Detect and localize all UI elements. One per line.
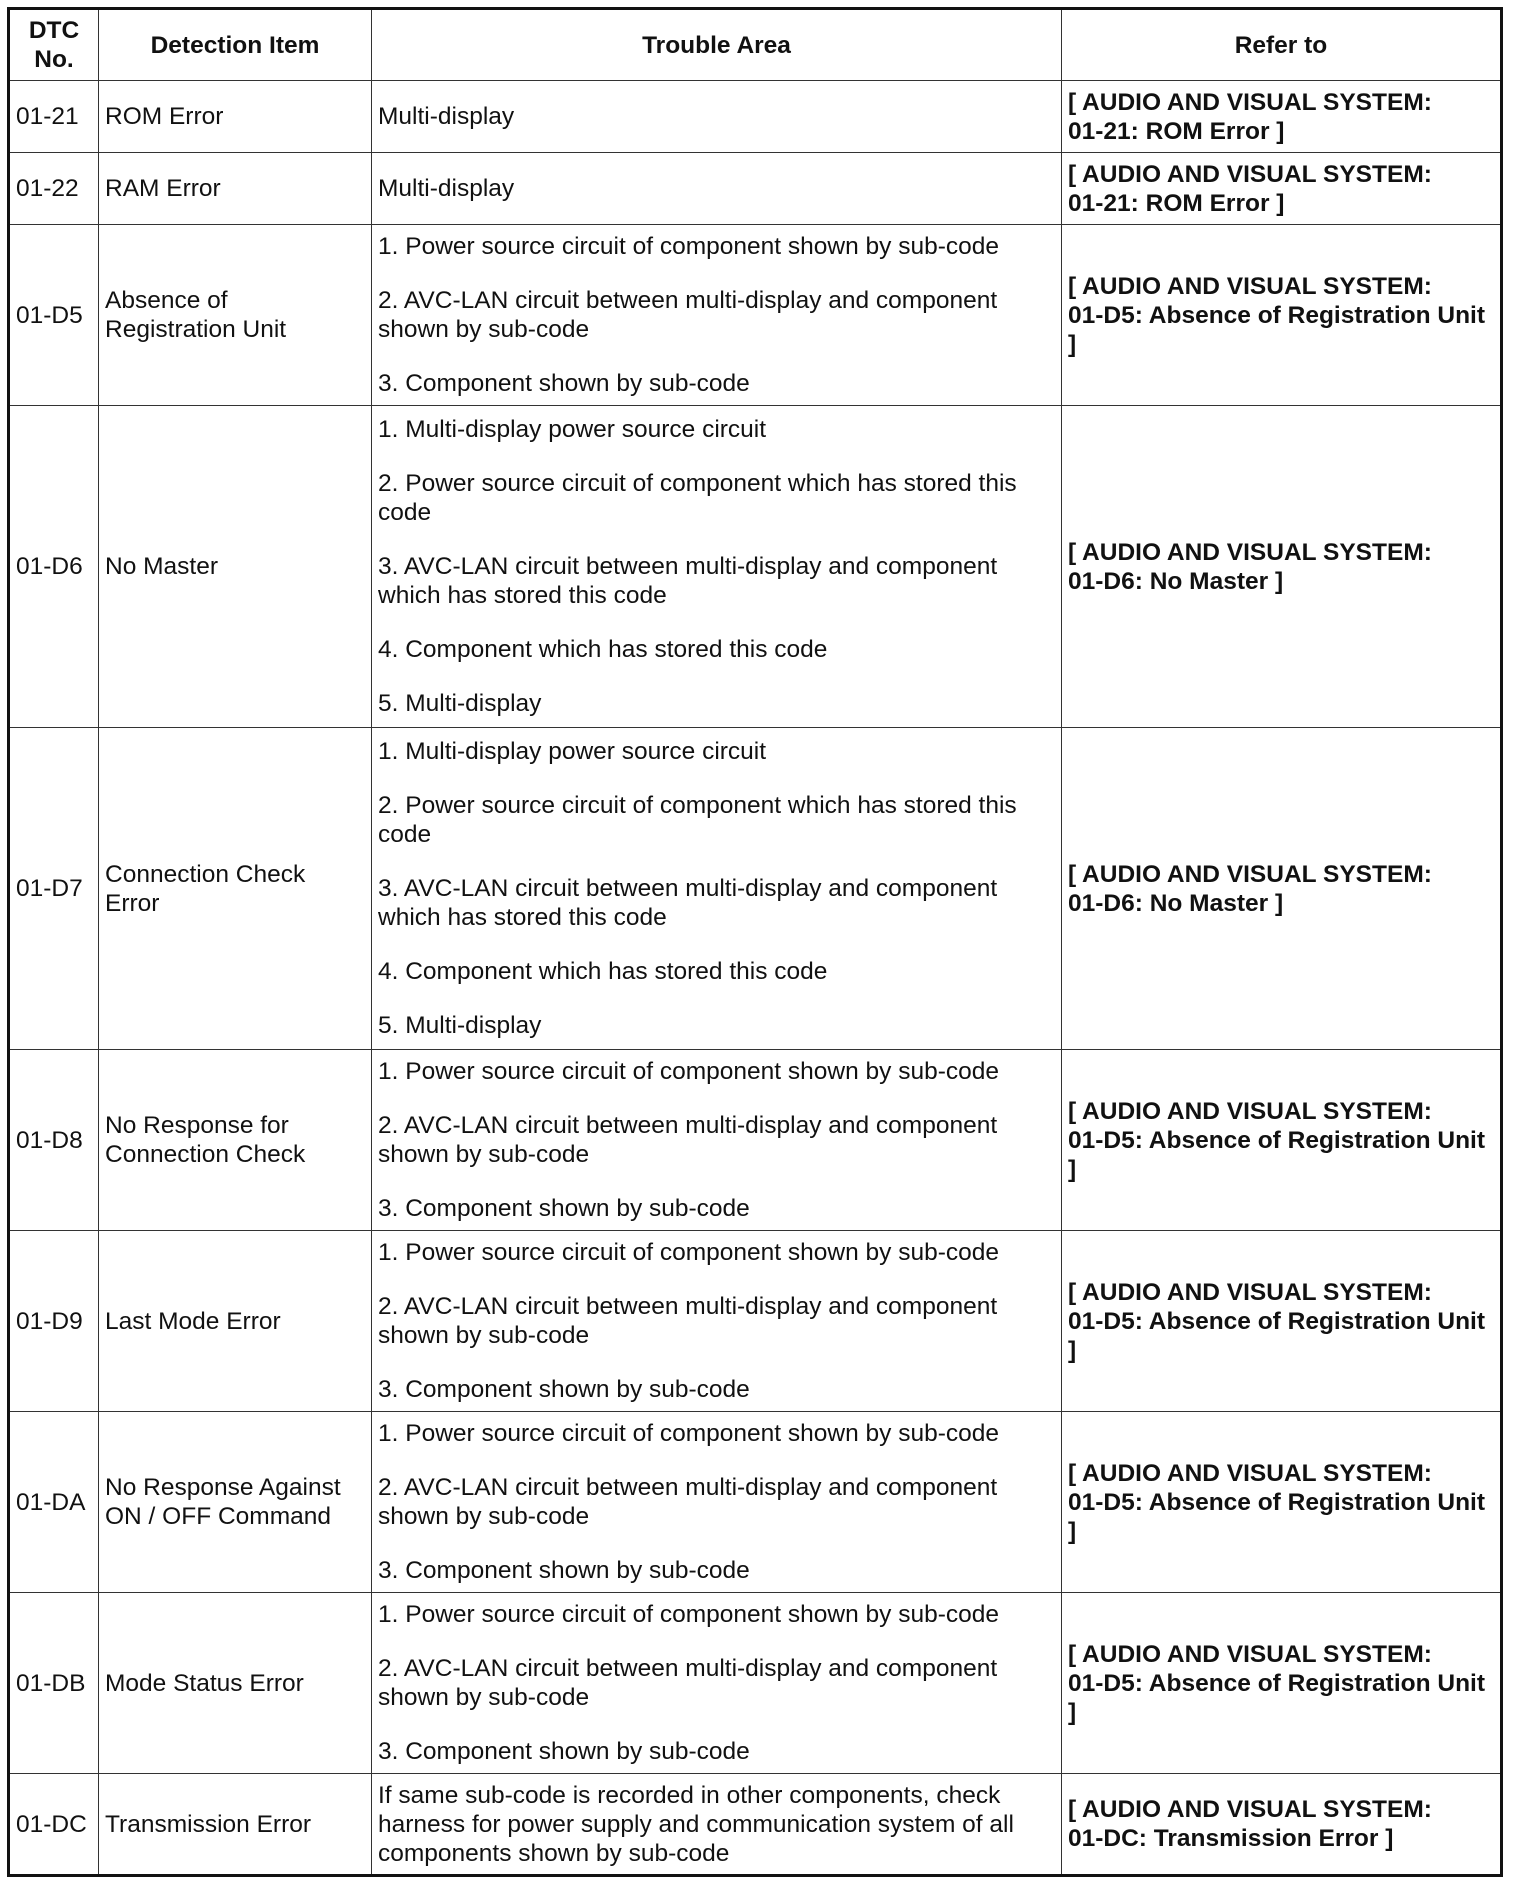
- refer-to-system: [ AUDIO AND VISUAL SYSTEM:: [1068, 538, 1432, 566]
- refer-to-system: [ AUDIO AND VISUAL SYSTEM:: [1068, 272, 1432, 300]
- detection-item: No Response Against ON / OFF Command: [99, 1412, 372, 1593]
- refer-to: [1062, 1593, 1502, 1774]
- trouble-area: [372, 1593, 1062, 1774]
- table-row: [9, 225, 1502, 406]
- trouble-area: [372, 1050, 1062, 1231]
- refer-to: [1062, 225, 1502, 406]
- trouble-area-item: 1. Power source circuit of component shown by sub-code: [378, 233, 999, 260]
- trouble-area-item: 3. AVC-LAN circuit between multi-display and component which has stored this code: [378, 553, 998, 609]
- refer-to-link: 01-D5: Absence of Registration Unit ]: [1068, 1126, 1486, 1183]
- table-row: [9, 1231, 1502, 1412]
- refer-to: [1062, 1412, 1502, 1593]
- table-header-row: [9, 9, 1502, 81]
- table-row: [9, 1593, 1502, 1774]
- table-row: [9, 1412, 1502, 1593]
- trouble-area-item: 2. AVC-LAN circuit between multi-display and component shown by sub-code: [378, 1655, 998, 1711]
- detection-item: No Master: [99, 406, 372, 728]
- table-row: [9, 1050, 1502, 1231]
- refer-to-system: [ AUDIO AND VISUAL SYSTEM:: [1068, 1796, 1432, 1823]
- detection-item: ROM Error: [99, 81, 372, 153]
- dtc-code: 01-DA: [9, 1412, 99, 1593]
- trouble-area: [372, 406, 1062, 728]
- refer-to: [1062, 1774, 1502, 1876]
- refer-to-system: [ AUDIO AND VISUAL SYSTEM:: [1068, 88, 1432, 116]
- table-row: [9, 81, 1502, 153]
- trouble-area: [372, 81, 1062, 153]
- refer-to: [1062, 153, 1502, 225]
- dtc-code: 01-21: [9, 81, 99, 153]
- trouble-area-item: 4. Component which has stored this code: [378, 636, 828, 663]
- trouble-area-item: 2. AVC-LAN circuit between multi-display and component shown by sub-code: [378, 1474, 998, 1530]
- header-dtc-line2: No.: [34, 46, 74, 73]
- dtc-code: 01-DC: [9, 1774, 99, 1876]
- dtc-code: 01-D5: [9, 225, 99, 406]
- refer-to-link: 01-D5: Absence of Registration Unit ]: [1068, 1669, 1486, 1726]
- table-body: [9, 81, 1502, 1876]
- trouble-area-item: 1. Power source circuit of component shown by sub-code: [378, 1420, 999, 1447]
- dtc-code: 01-D8: [9, 1050, 99, 1231]
- table-row: [9, 406, 1502, 728]
- trouble-area-item: 2. Power source circuit of component which has stored this code: [378, 792, 1017, 848]
- refer-to-system: [ AUDIO AND VISUAL SYSTEM:: [1068, 1640, 1432, 1668]
- refer-to-link: 01-D6: No Master ]: [1068, 567, 1284, 595]
- detection-item: Connection Check Error: [99, 728, 372, 1050]
- trouble-area: [372, 728, 1062, 1050]
- trouble-area-item: 1. Multi-display power source circuit: [378, 738, 767, 765]
- header-dtc-line1: DTC: [28, 17, 80, 44]
- detection-item: Transmission Error: [99, 1774, 372, 1876]
- refer-to-system: [ AUDIO AND VISUAL SYSTEM:: [1068, 1459, 1432, 1487]
- refer-to-link: 01-D5: Absence of Registration Unit ]: [1068, 1488, 1486, 1545]
- trouble-area-item: 3. Component shown by sub-code: [378, 1738, 750, 1765]
- refer-to: [1062, 406, 1502, 728]
- trouble-area-item: Multi-display: [378, 175, 515, 202]
- detection-item: Last Mode Error: [99, 1231, 372, 1412]
- table-row: [9, 728, 1502, 1050]
- refer-to-link: 01-D5: Absence of Registration Unit ]: [1068, 301, 1486, 358]
- refer-to-link: 01-21: ROM Error ]: [1068, 189, 1285, 217]
- trouble-area-item: Multi-display: [378, 103, 515, 130]
- detection-item: Absence of Registration Unit: [99, 225, 372, 406]
- header-detection-item: Detection Item: [99, 9, 372, 81]
- table-row: [9, 1774, 1502, 1876]
- header-trouble-area: Trouble Area: [372, 9, 1062, 81]
- trouble-area: [372, 153, 1062, 225]
- trouble-area-item: 3. Component shown by sub-code: [378, 1376, 750, 1403]
- trouble-area-item: 5. Multi-display: [378, 690, 542, 717]
- dtc-code: 01-D6: [9, 406, 99, 728]
- refer-to-system: [ AUDIO AND VISUAL SYSTEM:: [1068, 160, 1432, 188]
- trouble-area-item: 1. Power source circuit of component shown by sub-code: [378, 1601, 999, 1628]
- dtc-code: 01-D9: [9, 1231, 99, 1412]
- trouble-area: [372, 1412, 1062, 1593]
- dtc-code: 01-D7: [9, 728, 99, 1050]
- header-refer-to: Refer to: [1062, 9, 1502, 81]
- trouble-area-item: 1. Power source circuit of component shown by sub-code: [378, 1058, 999, 1085]
- header-dtc-no: [9, 9, 99, 81]
- trouble-area-item: 4. Component which has stored this code: [378, 958, 828, 985]
- refer-to-link: 01-21: ROM Error ]: [1068, 117, 1285, 145]
- refer-to: [1062, 81, 1502, 153]
- detection-item: No Response for Connection Check: [99, 1050, 372, 1231]
- trouble-area-item: 3. AVC-LAN circuit between multi-display and component which has stored this code: [378, 875, 998, 931]
- table-row: [9, 153, 1502, 225]
- dtc-code: 01-DB: [9, 1593, 99, 1774]
- trouble-area: [372, 1231, 1062, 1412]
- refer-to-link: 01-D5: Absence of Registration Unit ]: [1068, 1307, 1486, 1364]
- trouble-area-item: 1. Multi-display power source circuit: [378, 416, 767, 443]
- trouble-area-item: 2. AVC-LAN circuit between multi-display and component shown by sub-code: [378, 287, 998, 343]
- refer-to-link: 01-D6: No Master ]: [1068, 889, 1284, 917]
- trouble-area-item: 2. Power source circuit of component which has stored this code: [378, 470, 1017, 526]
- dtc-table: [7, 7, 1503, 1877]
- trouble-area-item: 5. Multi-display: [378, 1012, 542, 1039]
- trouble-area: [372, 225, 1062, 406]
- trouble-area-item: 1. Power source circuit of component shown by sub-code: [378, 1239, 999, 1266]
- trouble-area-item: If same sub-code is recorded in other components, check harness for power supply and communication system of all components shown by sub-code: [378, 1781, 1014, 1867]
- refer-to: [1062, 1050, 1502, 1231]
- dtc-code: 01-22: [9, 153, 99, 225]
- refer-to-system: [ AUDIO AND VISUAL SYSTEM:: [1068, 860, 1432, 888]
- trouble-area-item: 3. Component shown by sub-code: [378, 1195, 750, 1222]
- refer-to-link: 01-DC: Transmission Error ]: [1068, 1825, 1394, 1852]
- trouble-area-item: 3. Component shown by sub-code: [378, 1557, 750, 1584]
- detection-item: RAM Error: [99, 153, 372, 225]
- trouble-area-item: 3. Component shown by sub-code: [378, 370, 750, 397]
- trouble-area-item: 2. AVC-LAN circuit between multi-display and component shown by sub-code: [378, 1293, 998, 1349]
- detection-item: Mode Status Error: [99, 1593, 372, 1774]
- refer-to-system: [ AUDIO AND VISUAL SYSTEM:: [1068, 1097, 1432, 1125]
- refer-to: [1062, 1231, 1502, 1412]
- refer-to-system: [ AUDIO AND VISUAL SYSTEM:: [1068, 1278, 1432, 1306]
- refer-to: [1062, 728, 1502, 1050]
- trouble-area-item: 2. AVC-LAN circuit between multi-display and component shown by sub-code: [378, 1112, 998, 1168]
- trouble-area: [372, 1774, 1062, 1876]
